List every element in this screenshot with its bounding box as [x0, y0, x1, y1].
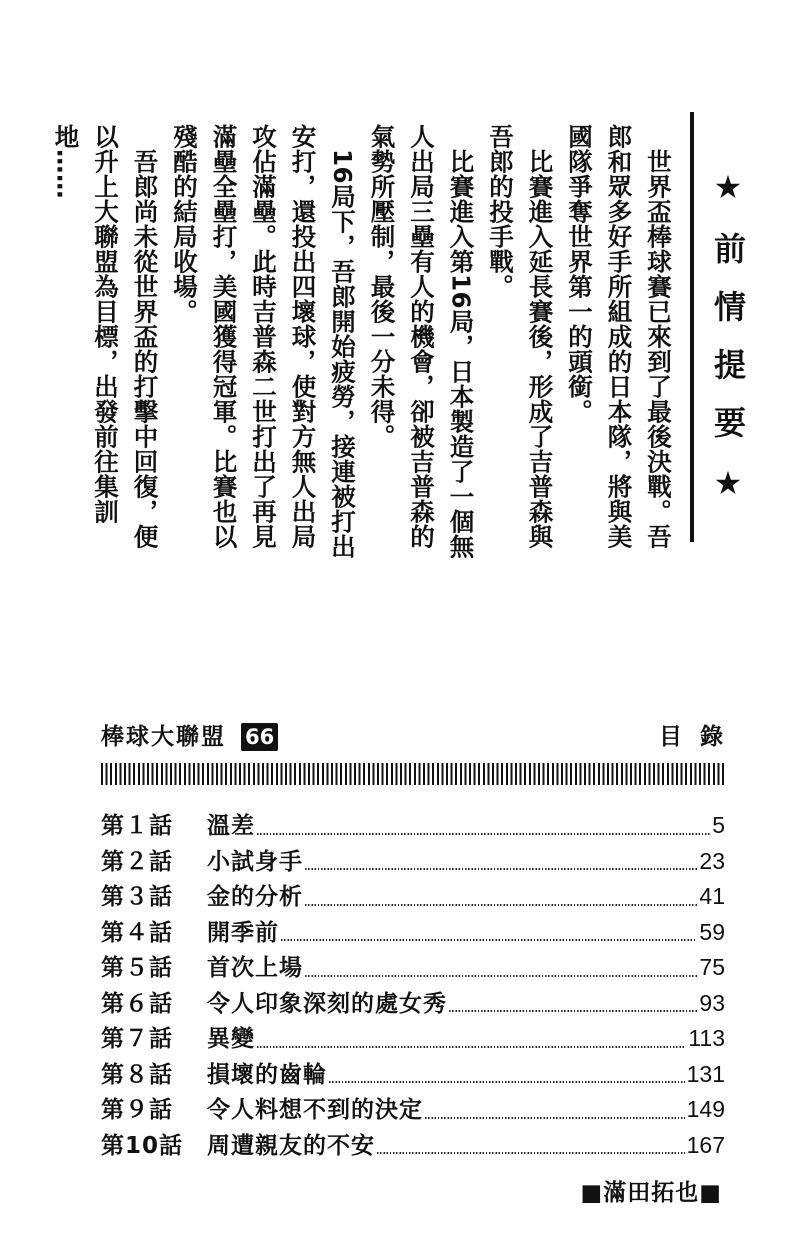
chapter-title: 金的分析	[207, 884, 303, 910]
toc-item[interactable]	[101, 1094, 725, 1130]
dot-leader	[449, 1010, 697, 1012]
page-number: 149	[686, 1096, 725, 1122]
dot-leader	[281, 939, 697, 941]
chapter-number: 第10話	[101, 1132, 184, 1159]
synopsis-title: ★前情提要★	[709, 168, 747, 528]
chapter-title: 首次上場	[207, 955, 303, 981]
synopsis-paragraph: 比賽進入延長賽後，形成了吉普森與吾郎的投手戰。	[486, 124, 555, 549]
toc-item[interactable]	[101, 881, 725, 917]
page-number: 131	[686, 1060, 725, 1087]
chapter-number: 第３話	[101, 884, 173, 910]
chapter-title: 異變	[207, 1026, 255, 1052]
toc-item[interactable]	[101, 846, 725, 882]
page-number: 41	[699, 883, 725, 909]
chapter-title: 小試身手	[207, 848, 303, 875]
dot-leader	[257, 1046, 686, 1048]
synopsis-body	[51, 124, 678, 564]
toc-item[interactable]	[101, 1059, 725, 1095]
dot-leader	[377, 1152, 685, 1154]
toc-title: 目錄	[659, 724, 741, 750]
chapter-number: 第５話	[101, 955, 173, 981]
dot-leader	[305, 975, 697, 977]
page-number: 23	[699, 847, 725, 874]
dot-leader	[305, 904, 697, 906]
series-title: 棒球大聯盟	[101, 724, 226, 750]
chapter-number: 第２話	[101, 848, 173, 875]
synopsis-paragraph: 16局下，吾郎開始疲勞，接連被打出安打，還投出四壞球，使對方無人出局攻佔滿壘。此時吉普森二世打出了再見滿壘全壘打，美國獲得冠軍。比賽也以殘酷的結局收場。	[170, 124, 357, 559]
toc-header	[101, 722, 741, 754]
chapter-title: 周遭親友的不安	[207, 1132, 375, 1159]
chapter-title: 令人印象深刻的處女秀	[207, 990, 447, 1017]
chapter-number: 第７話	[101, 1026, 173, 1052]
chapter-number: 第６話	[101, 990, 173, 1017]
chapter-title: 損壞的齒輪	[207, 1061, 327, 1088]
chapter-number: 第１話	[101, 813, 173, 839]
toc-item[interactable]	[101, 952, 725, 988]
chapter-title: 溫差	[207, 813, 255, 839]
toc-item[interactable]	[101, 810, 725, 846]
dot-leader	[425, 1117, 685, 1119]
dot-leader	[257, 833, 710, 835]
chapter-number: 第４話	[101, 919, 173, 946]
page-number: 93	[699, 989, 725, 1016]
page-number: 167	[686, 1131, 725, 1158]
page-number: 113	[688, 1025, 725, 1051]
chapter-number: 第９話	[101, 1097, 173, 1123]
synopsis-paragraph: 世界盃棒球賽已來到了最後決戰。吾郎和眾多好手所組成的日本隊，將與美國隊爭奪世界第一的頭銜。	[565, 124, 673, 549]
dot-leader	[305, 868, 697, 870]
toc-item[interactable]	[101, 1023, 725, 1059]
author-credit: ■滿田拓也■	[580, 1180, 722, 1206]
page-number: 5	[712, 812, 725, 838]
toc-list	[101, 810, 725, 1165]
page-number: 75	[699, 954, 725, 980]
page-number: 59	[699, 918, 725, 945]
chapter-title: 開季前	[207, 919, 279, 946]
dot-leader	[329, 1081, 685, 1083]
chapter-number: 第８話	[101, 1061, 173, 1088]
synopsis-paragraph: 比賽進入第16局，日本製造了一個無人出局三壘有人的機會，卻被吉普森的氣勢所壓制，最後一分未得。	[367, 124, 476, 559]
toc-item[interactable]	[101, 988, 725, 1024]
synopsis-divider	[690, 112, 694, 542]
toc-item[interactable]	[101, 1130, 725, 1166]
toc-divider	[101, 763, 725, 785]
synopsis-paragraph: 吾郎尚未從世界盃的打擊中回復，便以升上大聯盟為目標，出發前往集訓地……	[51, 124, 160, 549]
toc-item[interactable]	[101, 917, 725, 953]
chapter-title: 令人料想不到的決定	[207, 1097, 423, 1123]
volume-badge: 66	[241, 723, 278, 751]
